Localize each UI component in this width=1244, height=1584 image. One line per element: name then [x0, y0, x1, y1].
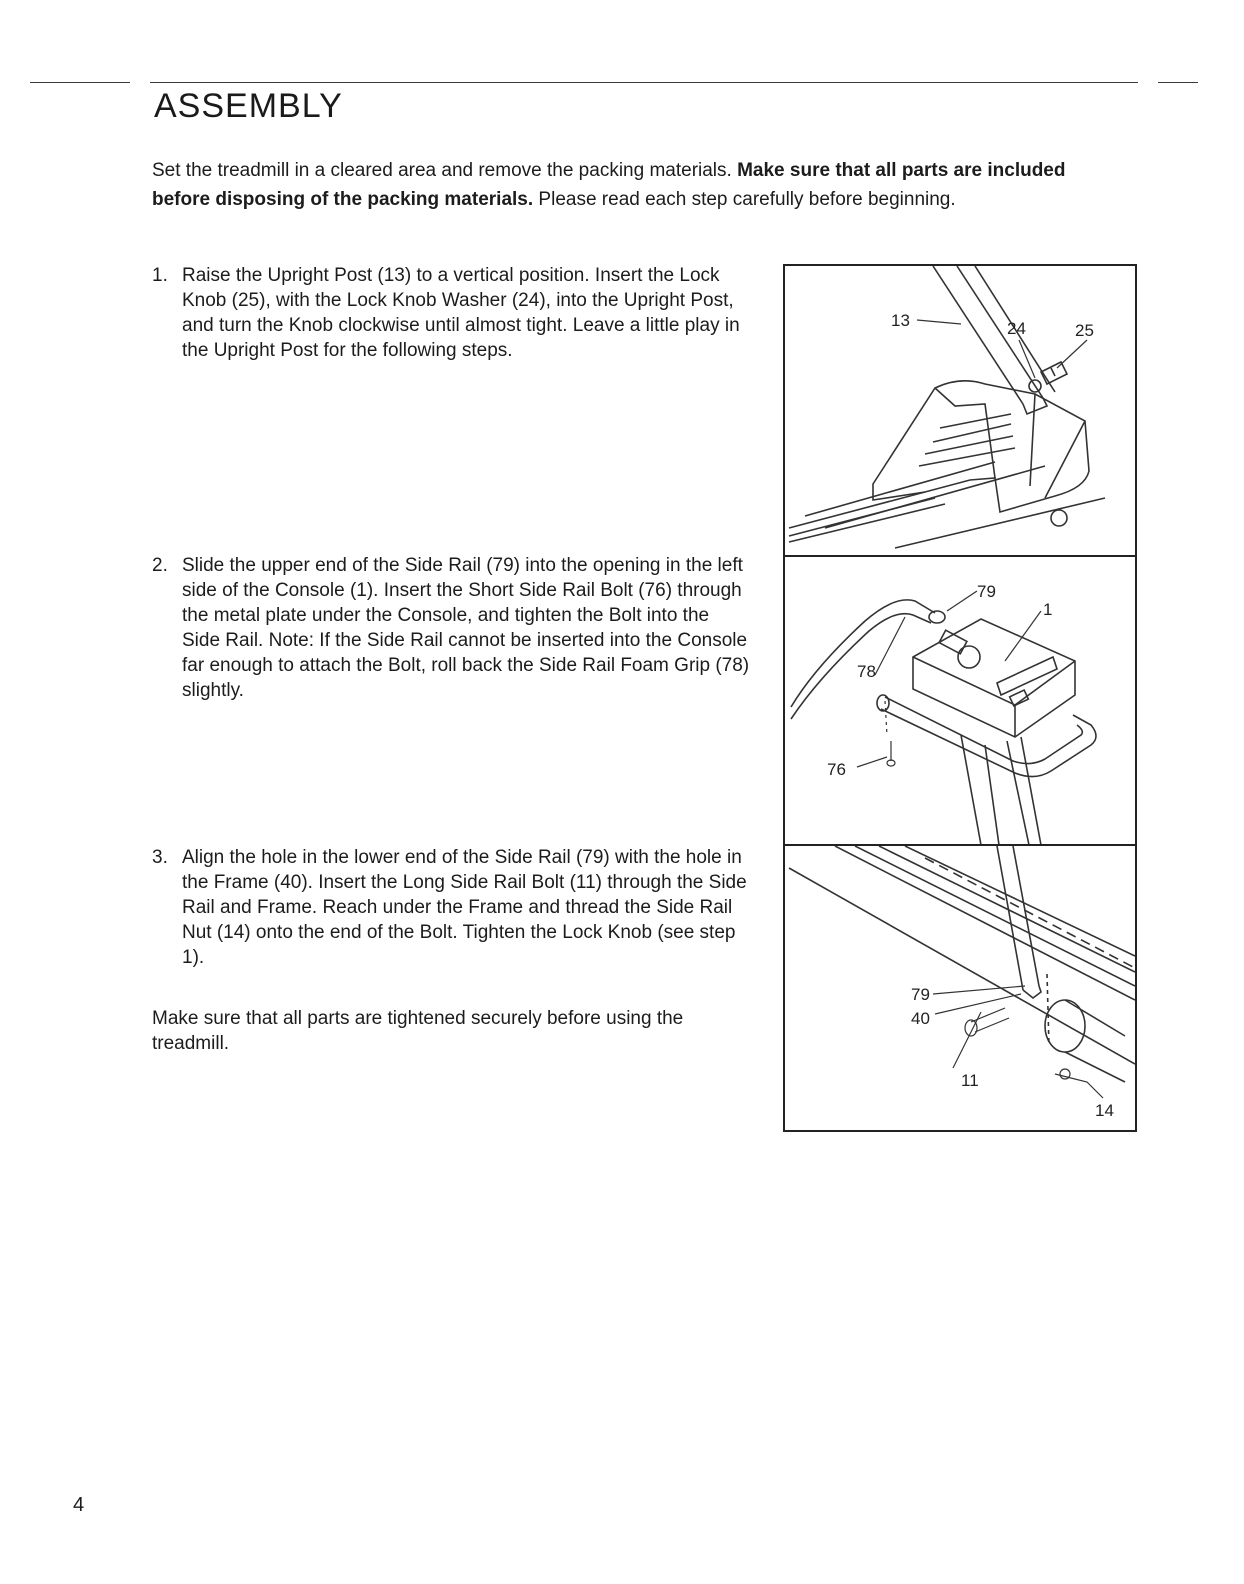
- callout-78: 78: [857, 662, 876, 681]
- upright-post-illustration: [785, 266, 1135, 554]
- step-2: [152, 553, 752, 703]
- callout-40: 40: [911, 1009, 930, 1028]
- header-rule-left: [30, 82, 130, 83]
- callout-1: 1: [1043, 600, 1053, 619]
- callout-79: 79: [911, 985, 930, 1004]
- header-rule-right: [1158, 82, 1198, 83]
- intro-text-1: Set the treadmill in a cleared area and remove the packing materials.: [152, 160, 732, 181]
- callout-24: 24: [1007, 319, 1026, 338]
- intro-text-2: Please read each step carefully before beginning.: [538, 189, 956, 210]
- step-text: Slide the upper end of the Side Rail (79) into the opening in the left side of the Console (1). Insert the Short Side Rail Bolt (76) through the metal plate under the Console, and tighten the Bolt into the Side Rail. Note: If the Side Rail cannot be inserted into the Console far enough to attach the Bolt, roll back the Side Rail Foam Grip (78) slightly.: [182, 555, 750, 701]
- figure-panel-frame: [785, 844, 1135, 1132]
- callout-25: 25: [1075, 321, 1094, 340]
- intro-paragraph: [152, 156, 1112, 214]
- page-number: 4: [73, 1494, 85, 1516]
- callout-13: 13: [891, 311, 910, 330]
- header-rule-main: [150, 82, 1138, 83]
- closing-note: Make sure that all parts are tightened securely before using the treadmill.: [152, 1008, 684, 1054]
- step-text: Align the hole in the lower end of the Side Rail (79) with the hole in the Frame (40). Insert the Long Side Rail Bolt (11) through the Side Rail and Frame. Reach under the Frame and thread the Side Rail Nut (14) onto the end of the Bolt. Tighten the Lock Knob (see step 1).: [182, 847, 747, 968]
- step-1: [152, 263, 752, 363]
- step-number: 2.: [152, 555, 168, 576]
- assembly-figure: [783, 264, 1137, 1132]
- console-illustration: [785, 557, 1135, 845]
- callout-76: 76: [827, 760, 846, 779]
- page-title: ASSEMBLY: [154, 87, 343, 125]
- step-text: Raise the Upright Post (13) to a vertical position. Insert the Lock Knob (25), with the Lock Knob Washer (24), into the Upright Post, and turn the Knob clockwise until almost tight. Leave a little play in the Upright Post for the following steps.: [182, 265, 740, 361]
- callout-14: 14: [1095, 1101, 1114, 1120]
- frame-illustration: [785, 846, 1135, 1132]
- intro-bold-warning: Make sure that all parts are included before disposing of the packing materials.: [152, 160, 1066, 210]
- step-3: [152, 845, 752, 970]
- callout-79: 79: [977, 582, 996, 601]
- figure-panel-upright-post: [785, 266, 1135, 554]
- figure-panel-console: [785, 555, 1135, 845]
- callout-11: 11: [961, 1071, 979, 1090]
- step-number: 3.: [152, 847, 168, 868]
- step-number: 1.: [152, 265, 168, 286]
